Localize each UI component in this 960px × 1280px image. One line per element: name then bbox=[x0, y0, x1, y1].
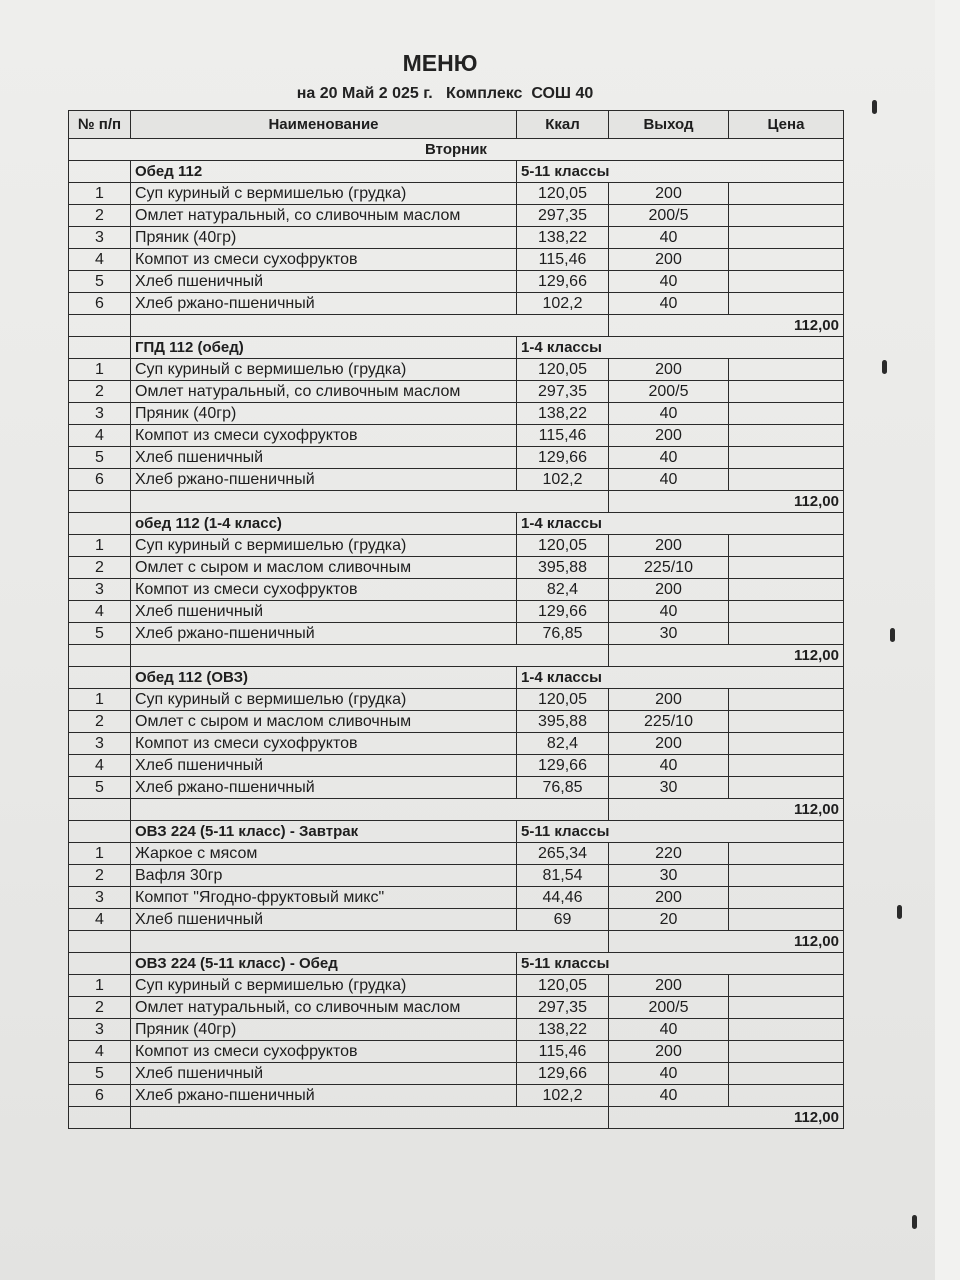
item-name: Хлеб пшеничный bbox=[131, 601, 517, 623]
item-num: 3 bbox=[69, 733, 131, 755]
item-name: Жаркое с мясом bbox=[131, 843, 517, 865]
item-kcal: 102,2 bbox=[517, 1085, 609, 1107]
item-num: 4 bbox=[69, 249, 131, 271]
section-classes: 5-11 классы bbox=[517, 821, 844, 843]
item-name: Омлет с сыром и маслом сливочным bbox=[131, 557, 517, 579]
section-name: ОВЗ 224 (5-11 класс) - Обед bbox=[131, 953, 517, 975]
item-price bbox=[729, 469, 844, 491]
item-price bbox=[729, 623, 844, 645]
item-output: 40 bbox=[609, 1085, 729, 1107]
item-kcal: 120,05 bbox=[517, 183, 609, 205]
header-name: Наименование bbox=[131, 111, 517, 139]
section-name: Обед 112 bbox=[131, 161, 517, 183]
item-output: 40 bbox=[609, 1063, 729, 1085]
item-name: Хлеб пшеничный bbox=[131, 909, 517, 931]
item-num: 2 bbox=[69, 711, 131, 733]
table-row bbox=[69, 711, 844, 733]
item-name: Хлеб ржано-пшеничный bbox=[131, 777, 517, 799]
menu-table bbox=[68, 110, 844, 1129]
item-num: 6 bbox=[69, 1085, 131, 1107]
item-output: 200/5 bbox=[609, 997, 729, 1019]
header-output: Выход bbox=[609, 111, 729, 139]
section-header-row bbox=[69, 953, 844, 975]
table-row bbox=[69, 887, 844, 909]
item-num: 2 bbox=[69, 997, 131, 1019]
item-price bbox=[729, 205, 844, 227]
item-price bbox=[729, 359, 844, 381]
item-output: 20 bbox=[609, 909, 729, 931]
item-output: 30 bbox=[609, 865, 729, 887]
table-row bbox=[69, 381, 844, 403]
item-num: 6 bbox=[69, 469, 131, 491]
total-empty bbox=[69, 491, 131, 513]
item-price bbox=[729, 975, 844, 997]
item-name: Вафля 30гр bbox=[131, 865, 517, 887]
section-classes: 5-11 классы bbox=[517, 953, 844, 975]
item-price bbox=[729, 777, 844, 799]
item-kcal: 395,88 bbox=[517, 557, 609, 579]
section-classes: 1-4 классы bbox=[517, 667, 844, 689]
header-kcal: Ккал bbox=[517, 111, 609, 139]
section-total-row bbox=[69, 799, 844, 821]
section-classes: 1-4 классы bbox=[517, 513, 844, 535]
table-row bbox=[69, 601, 844, 623]
total-empty bbox=[131, 799, 609, 821]
item-output: 200 bbox=[609, 425, 729, 447]
item-kcal: 297,35 bbox=[517, 997, 609, 1019]
item-num: 4 bbox=[69, 601, 131, 623]
item-kcal: 115,46 bbox=[517, 425, 609, 447]
item-output: 225/10 bbox=[609, 711, 729, 733]
item-name: Компот "Ягодно-фруктовый микс" bbox=[131, 887, 517, 909]
item-kcal: 138,22 bbox=[517, 227, 609, 249]
item-kcal: 81,54 bbox=[517, 865, 609, 887]
section-classes: 1-4 классы bbox=[517, 337, 844, 359]
section-num-empty bbox=[69, 513, 131, 535]
item-price bbox=[729, 843, 844, 865]
total-empty bbox=[69, 315, 131, 337]
item-kcal: 120,05 bbox=[517, 689, 609, 711]
section-num-empty bbox=[69, 953, 131, 975]
item-name: Хлеб ржано-пшеничный bbox=[131, 1085, 517, 1107]
item-output: 40 bbox=[609, 1019, 729, 1041]
item-num: 4 bbox=[69, 909, 131, 931]
item-output: 30 bbox=[609, 777, 729, 799]
item-output: 200/5 bbox=[609, 381, 729, 403]
item-num: 1 bbox=[69, 359, 131, 381]
item-kcal: 297,35 bbox=[517, 381, 609, 403]
item-output: 40 bbox=[609, 469, 729, 491]
item-num: 3 bbox=[69, 579, 131, 601]
item-name: Компот из смеси сухофруктов bbox=[131, 1041, 517, 1063]
item-output: 40 bbox=[609, 403, 729, 425]
item-price bbox=[729, 381, 844, 403]
background-edge bbox=[935, 0, 960, 1280]
item-kcal: 138,22 bbox=[517, 403, 609, 425]
section-num-empty bbox=[69, 821, 131, 843]
total-empty bbox=[131, 645, 609, 667]
item-name: Суп куриный с вермишелью (грудка) bbox=[131, 975, 517, 997]
item-output: 200 bbox=[609, 733, 729, 755]
item-price bbox=[729, 711, 844, 733]
item-num: 4 bbox=[69, 1041, 131, 1063]
item-kcal: 129,66 bbox=[517, 1063, 609, 1085]
item-price bbox=[729, 183, 844, 205]
item-price bbox=[729, 271, 844, 293]
item-num: 4 bbox=[69, 755, 131, 777]
item-output: 40 bbox=[609, 447, 729, 469]
item-price bbox=[729, 403, 844, 425]
section-total: 112,00 bbox=[609, 491, 844, 513]
day-label: Вторник bbox=[69, 139, 844, 161]
item-num: 2 bbox=[69, 205, 131, 227]
item-name: Омлет натуральный, со сливочным маслом bbox=[131, 205, 517, 227]
item-price bbox=[729, 1041, 844, 1063]
item-name: Хлеб пшеничный bbox=[131, 447, 517, 469]
item-name: Пряник (40гр) bbox=[131, 403, 517, 425]
section-name: ГПД 112 (обед) bbox=[131, 337, 517, 359]
item-kcal: 76,85 bbox=[517, 777, 609, 799]
section-num-empty bbox=[69, 337, 131, 359]
staple-mark bbox=[890, 628, 895, 642]
table-row bbox=[69, 1019, 844, 1041]
table-row bbox=[69, 689, 844, 711]
item-kcal: 69 bbox=[517, 909, 609, 931]
item-name: Хлеб пшеничный bbox=[131, 1063, 517, 1085]
item-output: 30 bbox=[609, 623, 729, 645]
item-name: Хлеб ржано-пшеничный bbox=[131, 469, 517, 491]
section-total: 112,00 bbox=[609, 931, 844, 953]
item-kcal: 120,05 bbox=[517, 535, 609, 557]
item-output: 200/5 bbox=[609, 205, 729, 227]
section-name: обед 112 (1-4 класс) bbox=[131, 513, 517, 535]
item-output: 200 bbox=[609, 689, 729, 711]
staple-mark bbox=[882, 360, 887, 374]
item-num: 3 bbox=[69, 227, 131, 249]
total-empty bbox=[69, 1107, 131, 1129]
section-total-row bbox=[69, 931, 844, 953]
table-row bbox=[69, 865, 844, 887]
table-row bbox=[69, 975, 844, 997]
section-total: 112,00 bbox=[609, 315, 844, 337]
table-row bbox=[69, 997, 844, 1019]
item-output: 200 bbox=[609, 579, 729, 601]
total-empty bbox=[131, 1107, 609, 1129]
item-num: 5 bbox=[69, 271, 131, 293]
table-row bbox=[69, 249, 844, 271]
item-price bbox=[729, 1085, 844, 1107]
item-output: 200 bbox=[609, 249, 729, 271]
table-row bbox=[69, 403, 844, 425]
item-price bbox=[729, 601, 844, 623]
item-price bbox=[729, 293, 844, 315]
table-row bbox=[69, 183, 844, 205]
item-kcal: 265,34 bbox=[517, 843, 609, 865]
table-row bbox=[69, 469, 844, 491]
item-name: Пряник (40гр) bbox=[131, 1019, 517, 1041]
item-kcal: 138,22 bbox=[517, 1019, 609, 1041]
item-num: 2 bbox=[69, 381, 131, 403]
item-price bbox=[729, 755, 844, 777]
section-total: 112,00 bbox=[609, 645, 844, 667]
day-row bbox=[69, 139, 844, 161]
table-row bbox=[69, 1063, 844, 1085]
total-empty bbox=[131, 315, 609, 337]
item-num: 2 bbox=[69, 557, 131, 579]
item-name: Омлет с сыром и маслом сливочным bbox=[131, 711, 517, 733]
item-price bbox=[729, 249, 844, 271]
item-num: 1 bbox=[69, 843, 131, 865]
item-name: Хлеб пшеничный bbox=[131, 271, 517, 293]
item-name: Омлет натуральный, со сливочным маслом bbox=[131, 997, 517, 1019]
item-name: Суп куриный с вермишелью (грудка) bbox=[131, 183, 517, 205]
item-output: 40 bbox=[609, 293, 729, 315]
item-kcal: 120,05 bbox=[517, 359, 609, 381]
item-kcal: 129,66 bbox=[517, 755, 609, 777]
item-name: Хлеб ржано-пшеничный bbox=[131, 293, 517, 315]
table-row bbox=[69, 777, 844, 799]
section-num-empty bbox=[69, 667, 131, 689]
item-price bbox=[729, 227, 844, 249]
item-output: 200 bbox=[609, 1041, 729, 1063]
staple-mark bbox=[912, 1215, 917, 1229]
item-kcal: 82,4 bbox=[517, 733, 609, 755]
table-row bbox=[69, 579, 844, 601]
section-total-row bbox=[69, 1107, 844, 1129]
table-row bbox=[69, 1085, 844, 1107]
item-output: 200 bbox=[609, 535, 729, 557]
item-name: Хлеб пшеничный bbox=[131, 755, 517, 777]
page-subtitle: на 20 Май 2 025 г. Комплекс СОШ 40 bbox=[296, 85, 594, 102]
item-output: 200 bbox=[609, 359, 729, 381]
table-row bbox=[69, 425, 844, 447]
item-price bbox=[729, 909, 844, 931]
item-num: 4 bbox=[69, 425, 131, 447]
item-output: 225/10 bbox=[609, 557, 729, 579]
header-row bbox=[69, 111, 844, 139]
item-name: Омлет натуральный, со сливочным маслом bbox=[131, 381, 517, 403]
item-num: 2 bbox=[69, 865, 131, 887]
item-kcal: 120,05 bbox=[517, 975, 609, 997]
item-kcal: 76,85 bbox=[517, 623, 609, 645]
item-name: Пряник (40гр) bbox=[131, 227, 517, 249]
item-output: 220 bbox=[609, 843, 729, 865]
total-empty bbox=[69, 645, 131, 667]
item-price bbox=[729, 997, 844, 1019]
item-kcal: 395,88 bbox=[517, 711, 609, 733]
table-row bbox=[69, 535, 844, 557]
section-header-row bbox=[69, 513, 844, 535]
item-name: Компот из смеси сухофруктов bbox=[131, 579, 517, 601]
item-output: 40 bbox=[609, 227, 729, 249]
total-empty bbox=[131, 491, 609, 513]
item-name: Суп куриный с вермишелью (грудка) bbox=[131, 689, 517, 711]
table-row bbox=[69, 205, 844, 227]
table-row bbox=[69, 557, 844, 579]
item-price bbox=[729, 425, 844, 447]
item-num: 6 bbox=[69, 293, 131, 315]
section-name: ОВЗ 224 (5-11 класс) - Завтрак bbox=[131, 821, 517, 843]
item-num: 3 bbox=[69, 1019, 131, 1041]
section-header-row bbox=[69, 337, 844, 359]
item-name: Суп куриный с вермишелью (грудка) bbox=[131, 535, 517, 557]
table-row bbox=[69, 227, 844, 249]
section-name: Обед 112 (ОВЗ) bbox=[131, 667, 517, 689]
item-name: Хлеб ржано-пшеничный bbox=[131, 623, 517, 645]
table-row bbox=[69, 359, 844, 381]
table-row bbox=[69, 755, 844, 777]
item-price bbox=[729, 887, 844, 909]
item-name: Компот из смеси сухофруктов bbox=[131, 425, 517, 447]
header-price: Цена bbox=[729, 111, 844, 139]
item-num: 5 bbox=[69, 1063, 131, 1085]
item-kcal: 129,66 bbox=[517, 447, 609, 469]
item-output: 200 bbox=[609, 183, 729, 205]
item-kcal: 129,66 bbox=[517, 271, 609, 293]
item-price bbox=[729, 865, 844, 887]
section-total-row bbox=[69, 645, 844, 667]
item-num: 1 bbox=[69, 689, 131, 711]
item-kcal: 102,2 bbox=[517, 469, 609, 491]
item-price bbox=[729, 1063, 844, 1085]
item-num: 1 bbox=[69, 535, 131, 557]
item-num: 5 bbox=[69, 777, 131, 799]
page-title: МЕНЮ bbox=[402, 50, 478, 76]
item-num: 5 bbox=[69, 447, 131, 469]
total-empty bbox=[131, 931, 609, 953]
item-output: 200 bbox=[609, 975, 729, 997]
item-name: Компот из смеси сухофруктов bbox=[131, 733, 517, 755]
item-price bbox=[729, 579, 844, 601]
section-header-row bbox=[69, 667, 844, 689]
item-num: 3 bbox=[69, 403, 131, 425]
section-header-row bbox=[69, 161, 844, 183]
staple-mark bbox=[897, 905, 902, 919]
item-kcal: 129,66 bbox=[517, 601, 609, 623]
section-total-row bbox=[69, 315, 844, 337]
section-classes: 5-11 классы bbox=[517, 161, 844, 183]
item-kcal: 82,4 bbox=[517, 579, 609, 601]
total-empty bbox=[69, 799, 131, 821]
table-row bbox=[69, 271, 844, 293]
item-num: 1 bbox=[69, 975, 131, 997]
item-price bbox=[729, 733, 844, 755]
item-price bbox=[729, 1019, 844, 1041]
item-kcal: 115,46 bbox=[517, 1041, 609, 1063]
item-output: 40 bbox=[609, 601, 729, 623]
item-price bbox=[729, 689, 844, 711]
section-total-row bbox=[69, 491, 844, 513]
item-num: 3 bbox=[69, 887, 131, 909]
item-name: Компот из смеси сухофруктов bbox=[131, 249, 517, 271]
table-row bbox=[69, 909, 844, 931]
item-price bbox=[729, 535, 844, 557]
table-row bbox=[69, 447, 844, 469]
total-empty bbox=[69, 931, 131, 953]
item-kcal: 297,35 bbox=[517, 205, 609, 227]
item-output: 40 bbox=[609, 271, 729, 293]
section-header-row bbox=[69, 821, 844, 843]
table-row bbox=[69, 1041, 844, 1063]
section-total: 112,00 bbox=[609, 799, 844, 821]
item-name: Суп куриный с вермишелью (грудка) bbox=[131, 359, 517, 381]
item-kcal: 102,2 bbox=[517, 293, 609, 315]
item-num: 1 bbox=[69, 183, 131, 205]
item-output: 200 bbox=[609, 887, 729, 909]
staple-mark bbox=[872, 100, 877, 114]
table-row bbox=[69, 623, 844, 645]
item-price bbox=[729, 557, 844, 579]
item-output: 40 bbox=[609, 755, 729, 777]
item-kcal: 44,46 bbox=[517, 887, 609, 909]
table-row bbox=[69, 843, 844, 865]
table-row bbox=[69, 733, 844, 755]
section-total: 112,00 bbox=[609, 1107, 844, 1129]
header-num: № п/п bbox=[69, 111, 131, 139]
item-price bbox=[729, 447, 844, 469]
section-num-empty bbox=[69, 161, 131, 183]
item-kcal: 115,46 bbox=[517, 249, 609, 271]
item-num: 5 bbox=[69, 623, 131, 645]
table-row bbox=[69, 293, 844, 315]
